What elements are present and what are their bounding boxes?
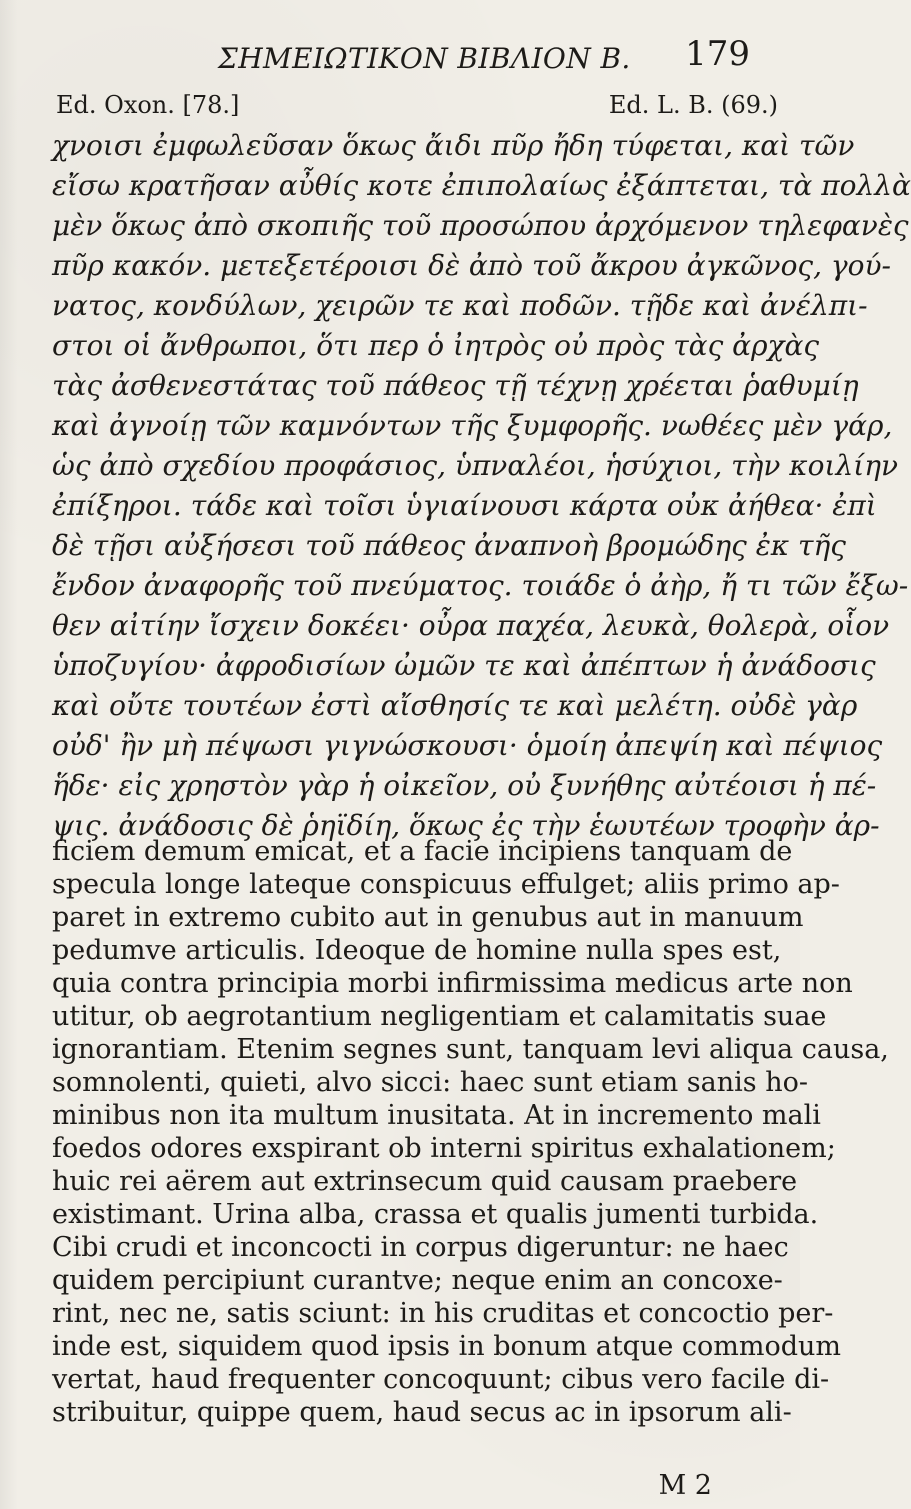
latin-line: paret in extremo cubito aut in genubus aut in manuum [52,902,804,933]
page-gutter-shade [0,0,18,1509]
greek-line: εἴσω κρατῆσαν αὖθίς κοτε ἐπιπολαίως ἐξάπτεται, τὰ πολλὰ [52,169,911,202]
latin-line: inde est, siquidem quod ipsis in bonum atque commodum [52,1331,842,1362]
greek-line: ἔνδον ἀναφορῆς τοῦ πνεύματος. τοιάδε ὁ ἀὴρ, ἤ τι τῶν ἔξω- [52,569,909,602]
latin-line: ficiem demum emicat, et a facie incipiens tanquam de [52,836,793,867]
edition-reference-left: Ed. Oxon. [78.] [56,91,240,119]
greek-line: οὐδ' ἢν μὴ πέψωσι γιγνώσκουσι· ὁμοίη ἀπεψίη καὶ πέψιος [52,729,883,762]
greek-line: ὑποζυγίου· ἀφροδισίων ὠμῶν τε καὶ ἀπέπτων ἡ ἀνάδοσις [52,649,876,682]
latin-line: quia contra principia morbi infirmissima medicus arte non [52,968,853,999]
latin-line: rint, nec ne, satis sciunt: in his cruditas et concoctio per- [52,1298,834,1329]
latin-line: vertat, haud frequenter concoquunt; cibus vero facile di- [52,1364,830,1395]
latin-line: existimant. Urina alba, crassa et qualis jumenti turbida. [52,1199,819,1230]
latin-line: utitur, ob aegrotantium negligentiam et calamitatis suae [52,1001,827,1032]
greek-line: καὶ οὔτε τουτέων ἐστὶ αἴσθησίς τε καὶ μελέτη. οὐδὲ γὰρ [52,689,858,722]
greek-line: πῦρ κακόν. μετεξετέροισι δὲ ἀπὸ τοῦ ἄκρου ἀγκῶνος, γού- [52,249,891,282]
greek-line: ὡς ἀπὸ σχεδίου προφάσιος, ὑπναλέοι, ἡσύχιοι, τὴν κοιλίην [52,449,899,482]
greek-line: θεν αἰτίην ἴσχειν δοκέει· οὖρα παχέα, λευκὰ, θολερὰ, οἷον [52,609,890,642]
greek-line: μὲν ὅκως ἀπὸ σκοπιῆς τοῦ προσώπου ἀρχόμενον τηλεφανὲς [52,209,909,242]
latin-line: Cibi crudi et inconcocti in corpus digeruntur: ne haec [52,1232,789,1263]
edition-reference-right: Ed. L. B. (69.) [608,91,778,119]
greek-line: καὶ ἀγνοίῃ τῶν καμνόντων τῆς ξυμφορῆς. νωθέες μὲν γάρ, [52,409,893,442]
greek-line: τὰς ἀσθενεστάτας τοῦ πάθεος τῇ τέχνῃ χρέεται ῥαθυμίῃ [52,369,859,402]
greek-line: ψις. ἀνάδοσις δὲ ῥηϊδίη, ὅκως ἐς τὴν ἑωυτέων τροφὴν ἀρ- [52,809,880,842]
latin-line: foedos odores exspirant ob interni spiritus exhalationem; [52,1133,836,1164]
latin-line: pedumve articulis. Ideoque de homine nulla spes est, [52,935,782,966]
signature-mark: M 2 [658,1470,712,1501]
greek-line: ἥδε· εἰς χρηστὸν γὰρ ἡ οἰκεῖον, οὐ ξυνήθης αὐτέοισι ἡ πέ- [52,769,877,802]
greek-line: χνοισι ἐμφωλεῦσαν ὅκως ἄιδι πῦρ ἤδη τύφεται, καὶ τῶν [52,129,855,162]
latin-line: specula longe lateque conspicuus effulget; aliis primo ap- [52,869,840,900]
latin-line: stribuitur, quippe quem, haud secus ac in ipsorum ali- [52,1397,792,1428]
greek-line: στοι οἱ ἄνθρωποι, ὅτι περ ὁ ἰητρὸς οὐ πρὸς τὰς ἀρχὰς [52,329,820,362]
latin-line: ignorantiam. Etenim segnes sunt, tanquam levi aliqua causa, [52,1034,889,1065]
latin-line: huic rei aërem aut extrinsecum quid causam praebere [52,1166,798,1197]
greek-line: ἐπίξηροι. τάδε καὶ τοῖσι ὑγιαίνουσι κάρτα οὐκ ἀήθεα· ἐπὶ [52,489,877,522]
latin-line: quidem percipiunt curantve; neque enim an concoxe- [52,1265,783,1296]
page-number: 179 [685,34,750,74]
latin-line: somnolenti, quieti, alvo sicci: haec sunt etiam sanis ho- [52,1067,808,1098]
greek-line: νατος, κονδύλων, χειρῶν τε καὶ ποδῶν. τῇδε καὶ ἀνέλπι- [52,289,868,322]
running-title: ΣΗΜΕΙΩΤΙΚΟΝ ΒΙΒΛΙΟΝ Β. [218,42,631,75]
page-header [0,0,800,88]
greek-line: δὲ τῇσι αὐξήσεσι τοῦ πάθεος ἀναπνοὴ βρομώδης ἐκ τῆς [52,529,846,562]
latin-line: minibus non ita multum inusitata. At in incremento mali [52,1100,821,1131]
